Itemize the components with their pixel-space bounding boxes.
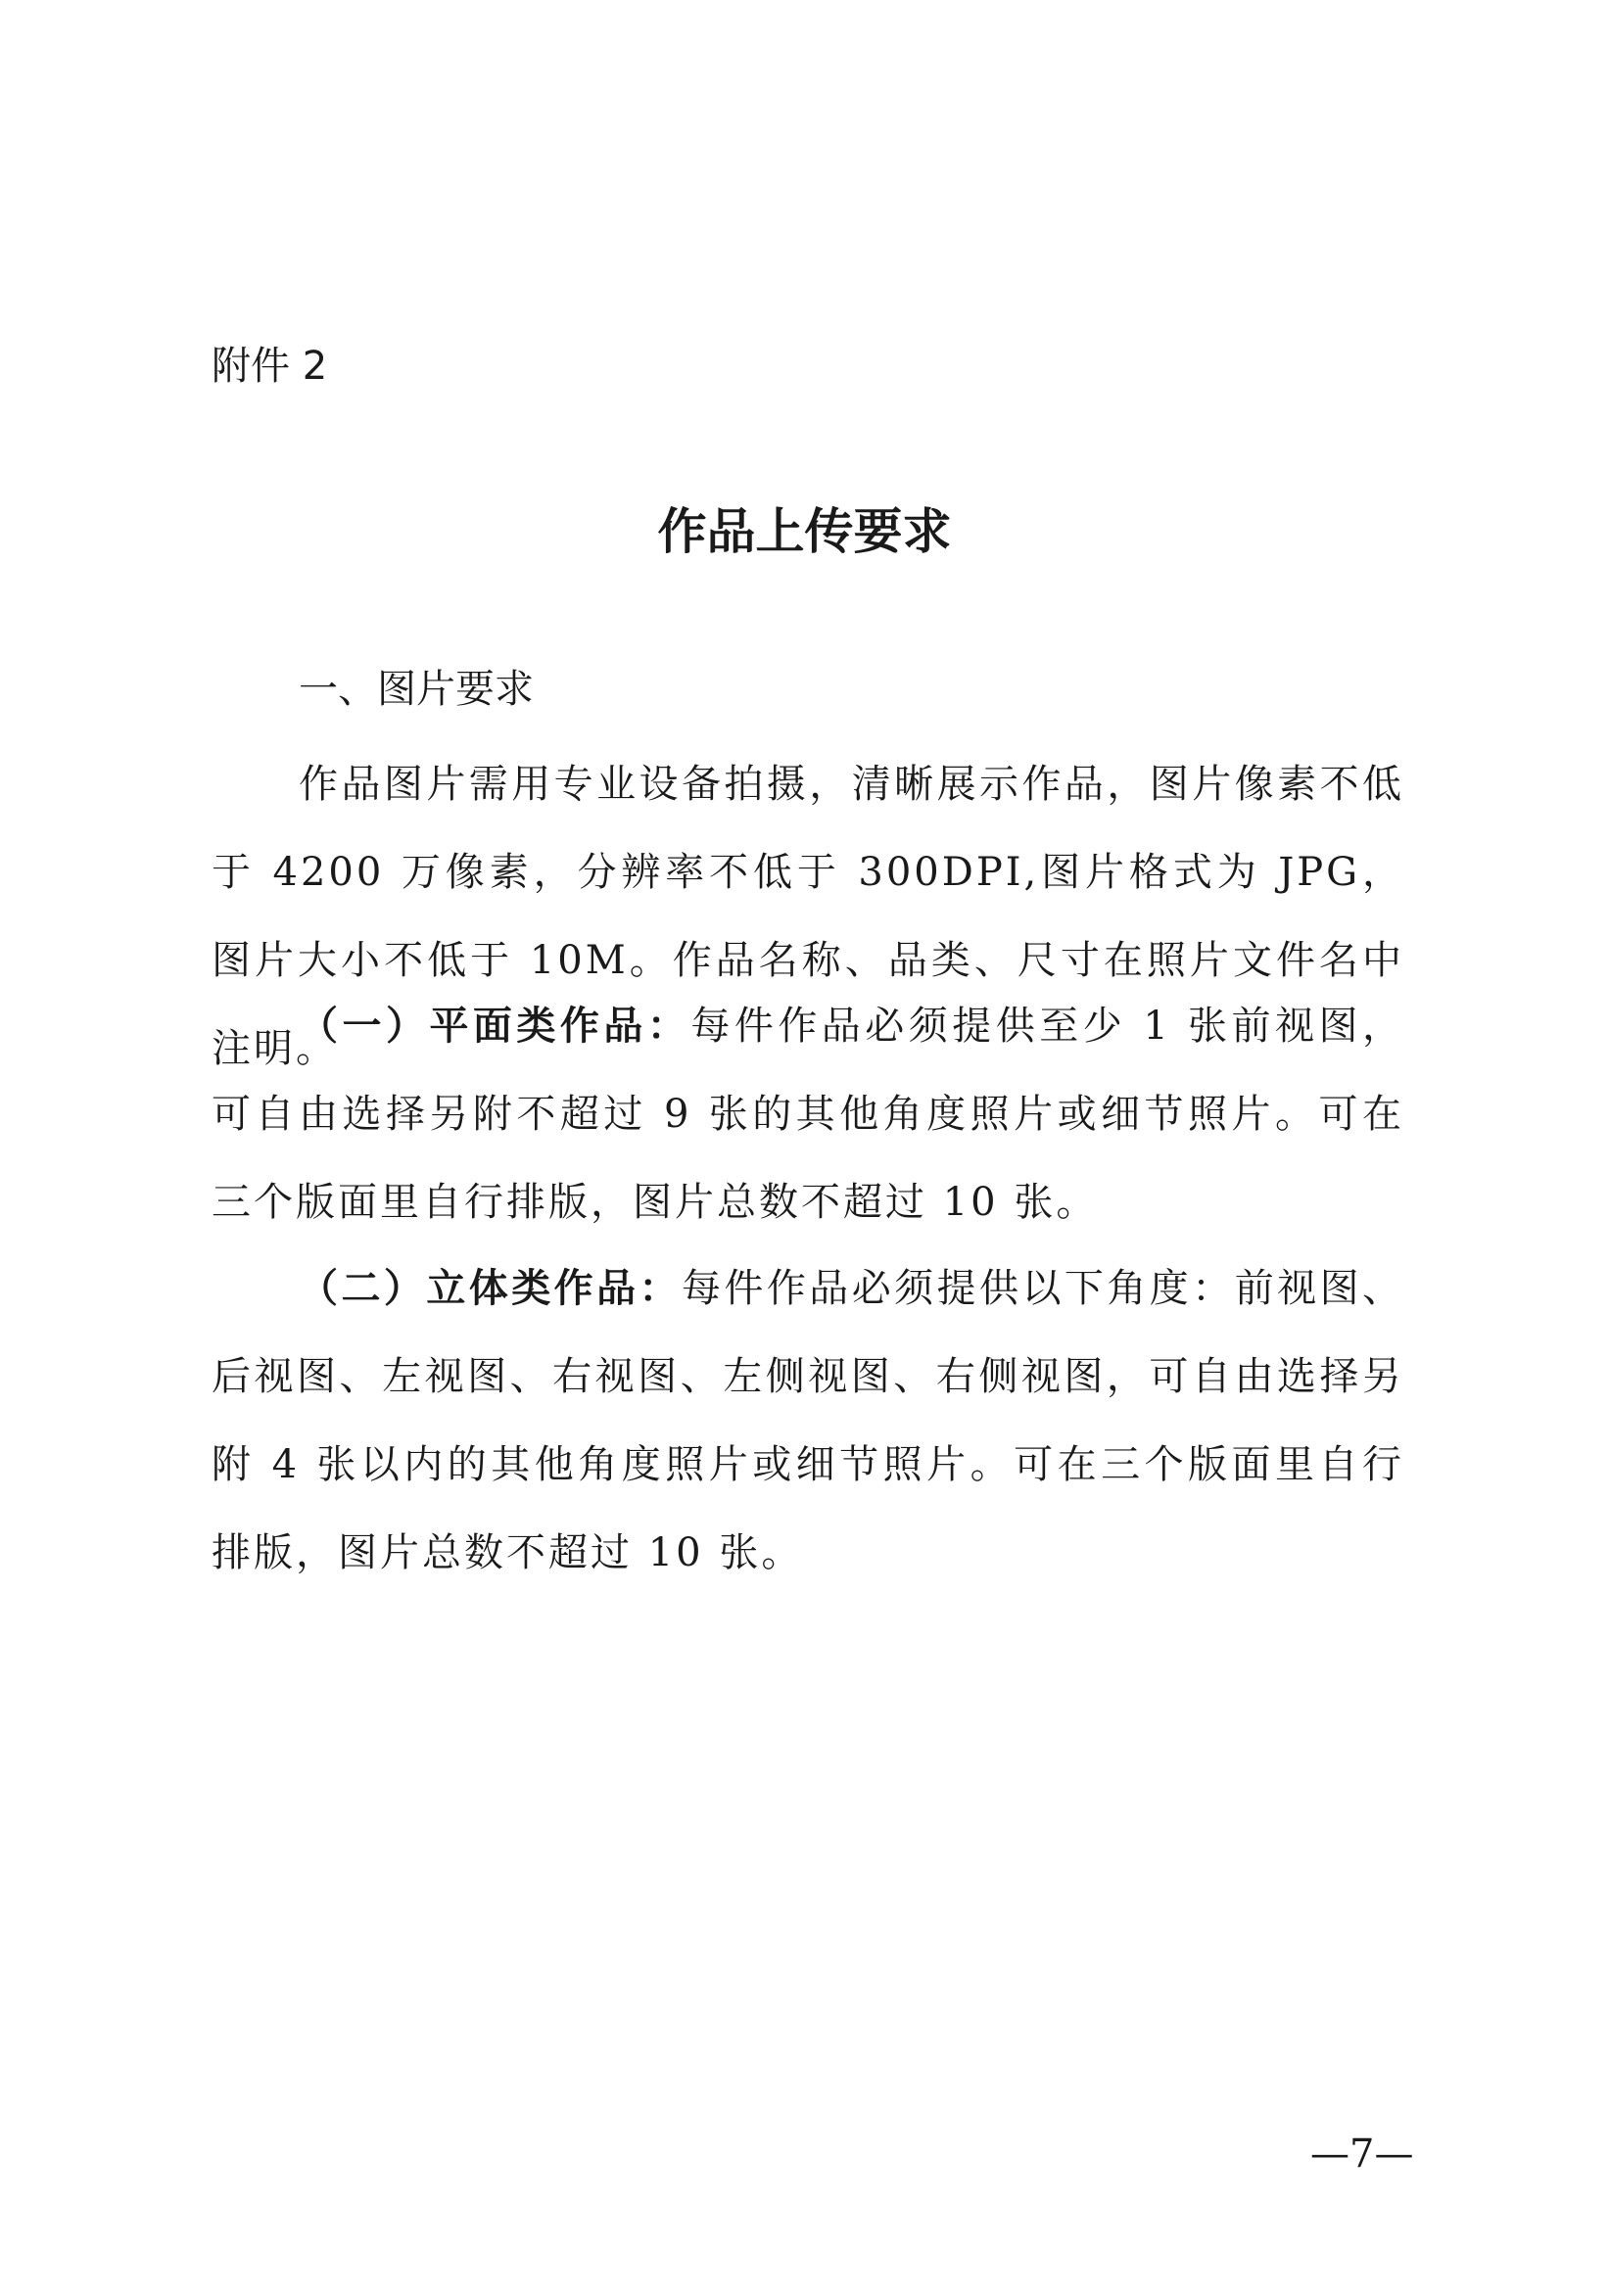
flat-works-body: 每件作品必须提供至少 1 张前视图，可自由选择另附不超过 9 张的其他角度照片或细节照片。可在三个版面里自行排版，图片总数不超过 10 张。 bbox=[212, 1004, 1404, 1225]
page-number: —7— bbox=[1310, 2132, 1414, 2177]
page-title: 作品上传要求 bbox=[657, 502, 952, 560]
paragraph-flat-works bbox=[212, 982, 1404, 1246]
paragraph-solid-works bbox=[212, 1244, 1404, 1597]
solid-works-lead: （二）立体类作品： bbox=[299, 1265, 682, 1311]
section-heading-image-requirements: 一、图片要求 bbox=[299, 667, 534, 712]
solid-works-body: 每件作品必须提供以下角度：前视图、后视图、左视图、右视图、左侧视图、右侧视图，可自由选择另附 4 张以内的其他角度照片或细节照片。可在三个版面里自行排版，图片总数不超过 10 张。 bbox=[212, 1266, 1405, 1575]
paragraph-intro: 作品图片需用专业设备拍摄，清晰展示作品，图片像素不低于 4200 万像素，分辨率不低于 300DPI,图片格式为 JPG，图片大小不低于 10M。作品名称、品类、尺寸在照片文件名中注明。 bbox=[212, 762, 1404, 1071]
flat-works-lead: （一）平面类作品： bbox=[299, 1003, 691, 1049]
attachment-label: 附件 2 bbox=[212, 344, 328, 389]
